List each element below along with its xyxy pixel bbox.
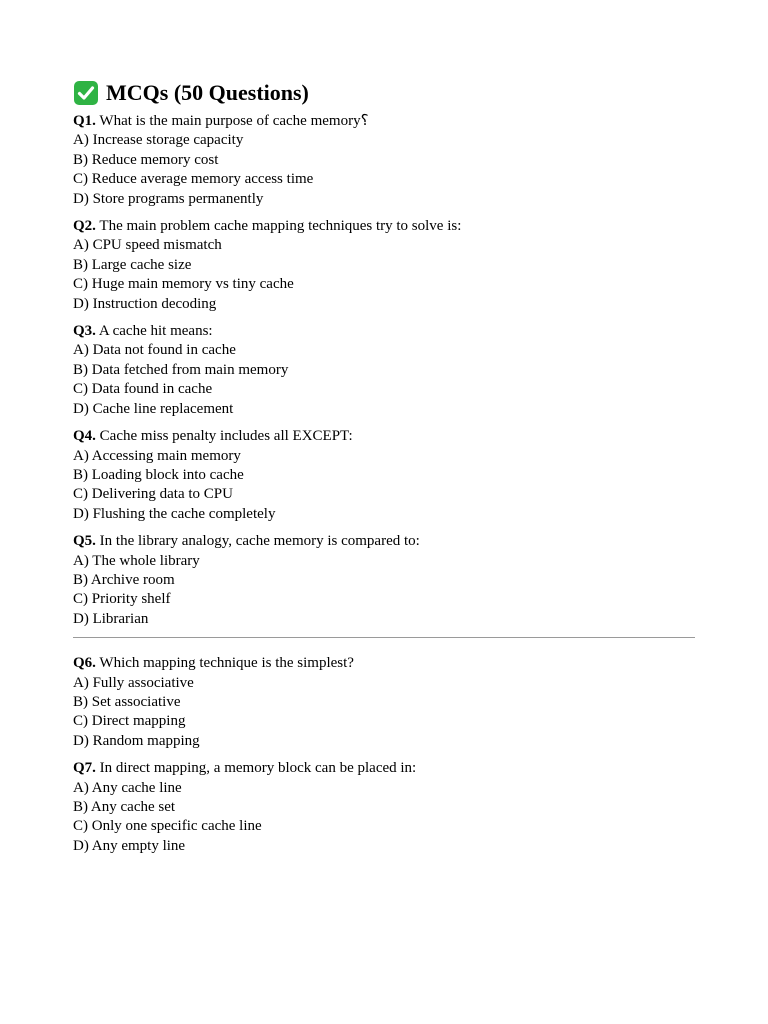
check-mark-button-icon bbox=[73, 80, 99, 106]
question-stem bbox=[73, 217, 695, 236]
answer-option: C) Only one specific cache line bbox=[73, 818, 262, 835]
answer-option: B) Large cache size bbox=[73, 256, 192, 273]
question-text: Cache miss penalty includes all EXCEPT: bbox=[99, 428, 353, 445]
question-stem bbox=[73, 759, 695, 778]
answer-option: C) Huge main memory vs tiny cache bbox=[73, 276, 294, 293]
answer-option: B) Reduce memory cost bbox=[73, 151, 219, 168]
answer-option: D) Store programs permanently bbox=[73, 190, 264, 207]
question-block bbox=[73, 759, 695, 856]
answer-option: A) The whole library bbox=[73, 552, 200, 569]
answer-option: A) Increase storage capacity bbox=[73, 132, 244, 149]
section-title: MCQs (50 Questions) bbox=[106, 80, 309, 105]
question-number: Q4. bbox=[73, 428, 96, 445]
answer-option: B) Set associative bbox=[73, 693, 181, 710]
answer-option: D) Librarian bbox=[73, 610, 149, 627]
question-text: Which mapping technique is the simplest? bbox=[99, 655, 354, 672]
answer-option: D) Random mapping bbox=[73, 732, 200, 749]
question-number: Q1. bbox=[73, 113, 96, 129]
question-block bbox=[73, 112, 695, 209]
document-page bbox=[73, 78, 695, 864]
answer-option: C) Delivering data to CPU bbox=[73, 486, 233, 503]
question-group bbox=[73, 112, 695, 629]
divider bbox=[73, 637, 695, 638]
question-block bbox=[73, 427, 695, 524]
question-stem bbox=[73, 427, 695, 446]
question-block bbox=[73, 322, 695, 419]
question-stem bbox=[73, 322, 695, 341]
answer-option: B) Data fetched from main memory bbox=[73, 361, 289, 378]
answer-option: A) Fully associative bbox=[73, 674, 194, 691]
answer-option: B) Any cache set bbox=[73, 799, 176, 815]
answer-option: C) Data found in cache bbox=[73, 381, 213, 398]
question-number: Q6. bbox=[73, 655, 96, 672]
section-heading bbox=[73, 78, 695, 108]
question-stem bbox=[73, 532, 695, 551]
question-text: A cache hit means: bbox=[98, 323, 213, 340]
answer-option: A) Accessing main memory bbox=[73, 447, 241, 464]
answer-option: D) Flushing the cache completely bbox=[73, 505, 276, 522]
answer-option: A) Any cache line bbox=[73, 779, 182, 796]
answer-option: B) Loading block into cache bbox=[73, 466, 244, 483]
question-text: In direct mapping, a memory block can be placed in: bbox=[99, 760, 417, 777]
question-number: Q3. bbox=[73, 323, 96, 340]
question-block bbox=[73, 217, 695, 314]
question-number: Q5. bbox=[73, 533, 96, 550]
question-number: Q7. bbox=[73, 760, 96, 777]
answer-option: B) Archive room bbox=[73, 571, 175, 588]
answer-option: A) Data not found in cache bbox=[73, 342, 236, 359]
answer-option: D) Cache line replacement bbox=[73, 400, 234, 417]
answer-option: C) Reduce average memory access time bbox=[73, 171, 314, 188]
question-stem bbox=[73, 112, 695, 131]
answer-option: C) Priority shelf bbox=[73, 591, 171, 608]
question-number: Q2. bbox=[73, 218, 96, 235]
question-text: The main problem cache mapping techniques try to solve is: bbox=[99, 218, 462, 235]
answer-option: C) Direct mapping bbox=[73, 713, 186, 730]
question-group bbox=[73, 654, 695, 856]
question-stem bbox=[73, 654, 695, 673]
answer-option: A) CPU speed mismatch bbox=[73, 237, 222, 254]
question-block bbox=[73, 654, 695, 751]
question-text: In the library analogy, cache memory is compared to: bbox=[99, 533, 420, 550]
question-block bbox=[73, 532, 695, 629]
answer-option: D) Any empty line bbox=[73, 837, 186, 854]
answer-option: D) Instruction decoding bbox=[73, 295, 217, 312]
question-text: What is the main purpose of cache memory؟ bbox=[99, 113, 369, 129]
